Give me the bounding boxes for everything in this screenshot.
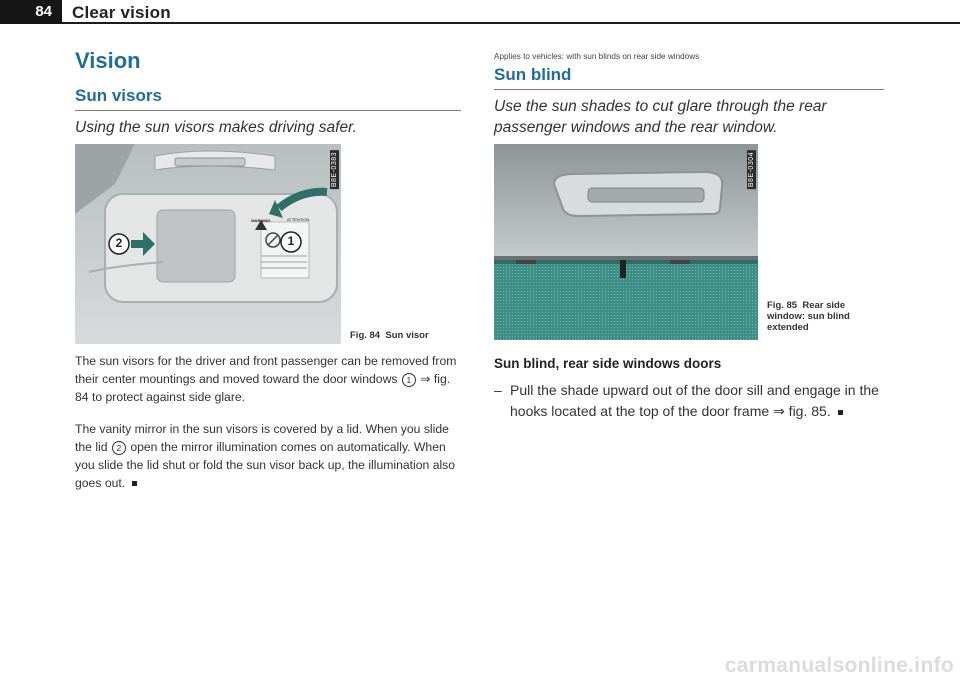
- right-column: [494, 52, 884, 138]
- sun-visor-figure: [75, 144, 341, 344]
- instruction-ref: ⇒ fig. 85.: [773, 403, 831, 419]
- sun-visors-heading: Sun visors: [75, 86, 162, 105]
- figure-code: B8E-0383: [331, 152, 338, 188]
- header-rule: [62, 22, 960, 24]
- sun-visor-paragraph-2: [75, 420, 461, 492]
- left-column: [75, 48, 461, 138]
- sun-blind-figure: [494, 144, 758, 340]
- sun-visors-lead: Using the sun visors makes driving safer.: [75, 119, 357, 136]
- para1-callout: 1: [402, 373, 416, 387]
- figure-code: B8E-0304: [748, 152, 755, 188]
- attention-label-text: ATTENTION: [287, 217, 310, 222]
- para2-text-b: open the mirror illumination comes on automatically. When you slide the lid shut or fold the sun visor back up, the illumination also goes out.: [75, 440, 456, 490]
- para1-text-a: The sun visors for the driver and front passenger can be removed from their center mountings and moved toward the door windows: [75, 354, 457, 386]
- end-mark: [132, 481, 137, 486]
- page-heading: Vision: [75, 48, 141, 73]
- callout-1: 1: [287, 234, 295, 248]
- sun-visor-paragraph-1: [75, 352, 461, 406]
- figure-85-title: Rear side window: sun blind extended: [767, 300, 850, 333]
- warning-label-text: WARNING: [251, 218, 271, 223]
- sun-blind-heading: Sun blind: [494, 65, 572, 84]
- sun-blind-instruction: [494, 380, 884, 422]
- sun-blind-lead: Use the sun shades to cut glare through the rear passenger windows and the rear window.: [494, 98, 827, 136]
- sun-blind-illustration: [494, 144, 758, 340]
- bullet-dash: –: [494, 382, 502, 398]
- para1-text-b: ⇒ fig. 84 to protect against side glare.: [75, 372, 451, 404]
- section-title: Clear vision: [72, 3, 171, 22]
- page-number: 84: [0, 0, 62, 24]
- section-rule: [75, 110, 461, 111]
- right-section-rule: [494, 89, 884, 90]
- watermark: carmanualsonline.info: [724, 654, 954, 677]
- para2-callout: 2: [112, 441, 126, 455]
- para2-text-a: The vanity mirror in the sun visors is covered by a lid. When you slide the lid: [75, 422, 449, 454]
- applies-note: Applies to vehicles: with sun blinds on rear side windows: [494, 52, 700, 61]
- instruction-body: Pull the shade upward out of the door sill and engage in the hooks located at the top of the door frame: [510, 382, 879, 419]
- figure-84-title: Sun visor: [385, 330, 429, 341]
- figure-84-caption: [350, 330, 460, 341]
- figure-85-caption: [767, 300, 877, 333]
- figure-84-number: Fig. 84: [350, 330, 381, 341]
- callout-2: 2: [115, 236, 123, 250]
- sun-blind-doors-heading: Sun blind, rear side windows doors: [494, 356, 722, 371]
- figure-85-number: Fig. 85: [767, 300, 798, 311]
- end-mark: [838, 410, 843, 415]
- instruction-text: [510, 380, 884, 422]
